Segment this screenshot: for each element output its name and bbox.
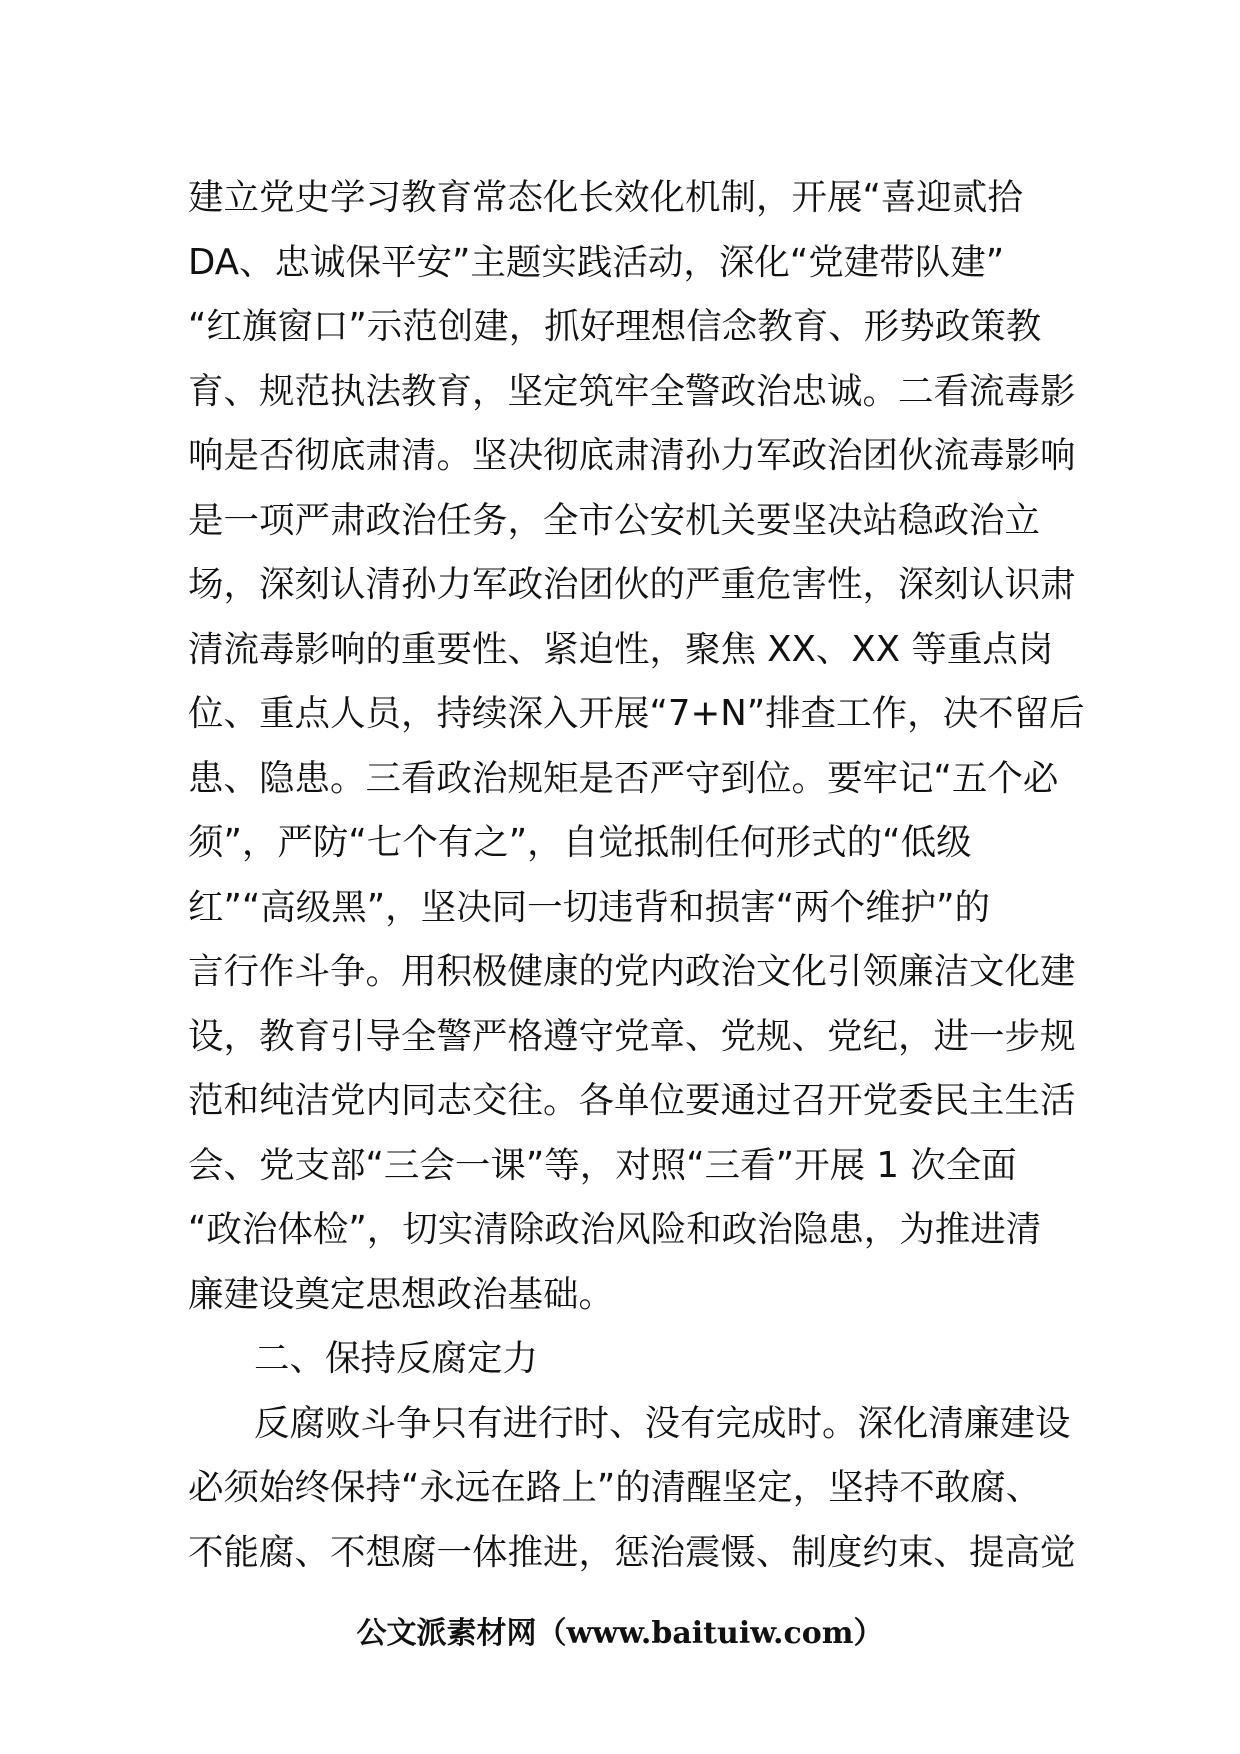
- text-line: 患、隐患。三看政治规矩是否严守到位。要牢记“五个必: [188, 757, 1059, 799]
- text-line: “政治体检”，切实清除政治风险和政治隐患，为推进清: [188, 1209, 1042, 1250]
- text-line: 响是否彻底肃清。坚决彻底肃清孙力军政治团伙流毒影响: [188, 435, 1076, 476]
- text-line: 须”，严防“七个有之”，自觉抵制任何形式的“低级: [188, 822, 972, 863]
- footer-watermark-text: 公文派素材网（www.baituiw.com）: [356, 1616, 884, 1651]
- text-line: 位、重点人员，持续深入开展“7+N”排查工作，决不留后: [188, 693, 1085, 734]
- text-line: 不能腐、不想腐一体推进，惩治震慑、制度约束、提高觉: [188, 1531, 1076, 1573]
- text-line: 是一项严肃政治任务，全市公安机关要坚决站稳政治立: [188, 499, 1041, 541]
- text-line: 必须始终保持“永远在路上”的清醒坚定，坚持不敢腐、: [188, 1467, 1042, 1508]
- text-line: 言行作斗争。用积极健康的党内政治文化引领廉洁文化建: [188, 951, 1076, 992]
- text-line: DA、忠诚保平安”主题实践活动，深化“党建带队建”: [188, 241, 1005, 283]
- text-line: 设，教育引导全警严格遵守党章、党规、党纪，进一步规: [188, 1015, 1076, 1057]
- section-heading: 二、保持反腐定力: [254, 1338, 539, 1379]
- text-line: 范和纯洁党内同志交往。各单位要通过召开党委民主生活: [188, 1080, 1076, 1121]
- document-body: [188, 166, 1085, 1585]
- text-line: 红”“高级黑”，坚决同一切违背和损害“两个维护”的: [188, 886, 990, 928]
- text-line: 场，深刻认清孙力军政治团伙的严重危害性，深刻认识肃: [188, 564, 1076, 605]
- text-line: 廉建设奠定思想政治基础。: [188, 1273, 615, 1315]
- text-line: 清流毒影响的重要性、紧迫性，聚焦 XX、XX 等重点岗: [188, 628, 1054, 670]
- text-line: 反腐败斗争只有进行时、没有完成时。深化清廉建设: [254, 1402, 1071, 1444]
- text-line: “红旗窗口”示范创建，抓好理想信念教育、形势政策教: [188, 306, 1042, 347]
- text-line: 建立党史学习教育常态化长效化机制，开展“喜迎贰拾: [188, 177, 1023, 218]
- text-line: 育、规范执法教育，坚定筑牢全警政治忠诚。二看流毒影: [188, 370, 1076, 412]
- text-line: 会、党支部“三会一课”等，对照“三看”开展 1 次全面: [188, 1144, 1017, 1186]
